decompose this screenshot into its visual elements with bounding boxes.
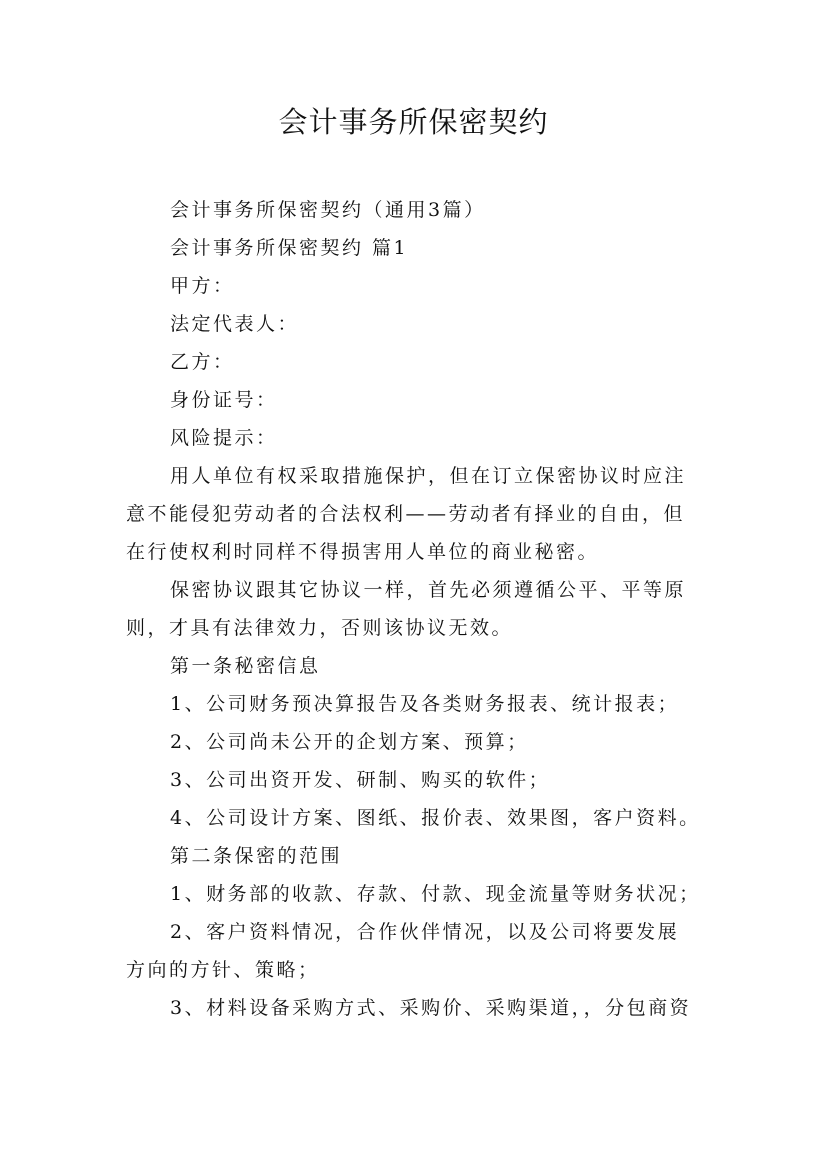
list-item-continuation: 方向的方针、策略； bbox=[126, 959, 320, 981]
list-item: 3、公司出资开发、研制、购买的软件； bbox=[170, 769, 551, 791]
paragraph-line: 意不能侵犯劳动者的合法权利——劳动者有择业的自由，但 bbox=[126, 503, 686, 525]
list-item: 1、财务部的收款、存款、付款、现金流量等财务状况； bbox=[170, 883, 701, 905]
paragraph-line: 保密协议跟其它协议一样，首先必须遵循公平、平等原 bbox=[170, 579, 687, 601]
legal-representative-label: 法定代表人： bbox=[170, 313, 300, 335]
list-item: 2、公司尚未公开的企划方案、预算； bbox=[170, 731, 529, 753]
article-heading: 第二条保密的范围 bbox=[170, 845, 343, 867]
risk-notice-label: 风险提示： bbox=[170, 427, 278, 449]
list-item: 2、客户资料情况，合作伙伴情况，以及公司将要发展 bbox=[170, 921, 680, 943]
list-item: 4、公司设计方案、图纸、报价表、效果图，客户资料。 bbox=[170, 807, 701, 829]
document-body bbox=[126, 191, 716, 1027]
article-heading: 第一条秘密信息 bbox=[170, 655, 321, 677]
id-number-label: 身份证号： bbox=[170, 389, 278, 411]
document-title: 会计事务所保密契约 bbox=[278, 105, 549, 139]
party-b-label: 乙方： bbox=[170, 351, 235, 373]
paragraph-line: 则，才具有法律效力，否则该协议无效。 bbox=[126, 617, 514, 639]
list-item: 1、公司财务预决算报告及各类财务报表、统计报表； bbox=[170, 693, 680, 715]
party-a-label: 甲方： bbox=[170, 275, 235, 297]
paragraph-line: 在行使权利时同样不得损害用人单位的商业秘密。 bbox=[126, 541, 600, 563]
subtitle-line: 会计事务所保密契约（通用3篇） bbox=[170, 199, 486, 221]
list-item: 3、材料设备采购方式、采购价、采购渠道，，分包商资 bbox=[170, 997, 692, 1019]
section-heading: 会计事务所保密契约 篇1 bbox=[170, 237, 409, 259]
paragraph-line: 用人单位有权采取措施保护，但在订立保密协议时应注 bbox=[170, 465, 687, 487]
